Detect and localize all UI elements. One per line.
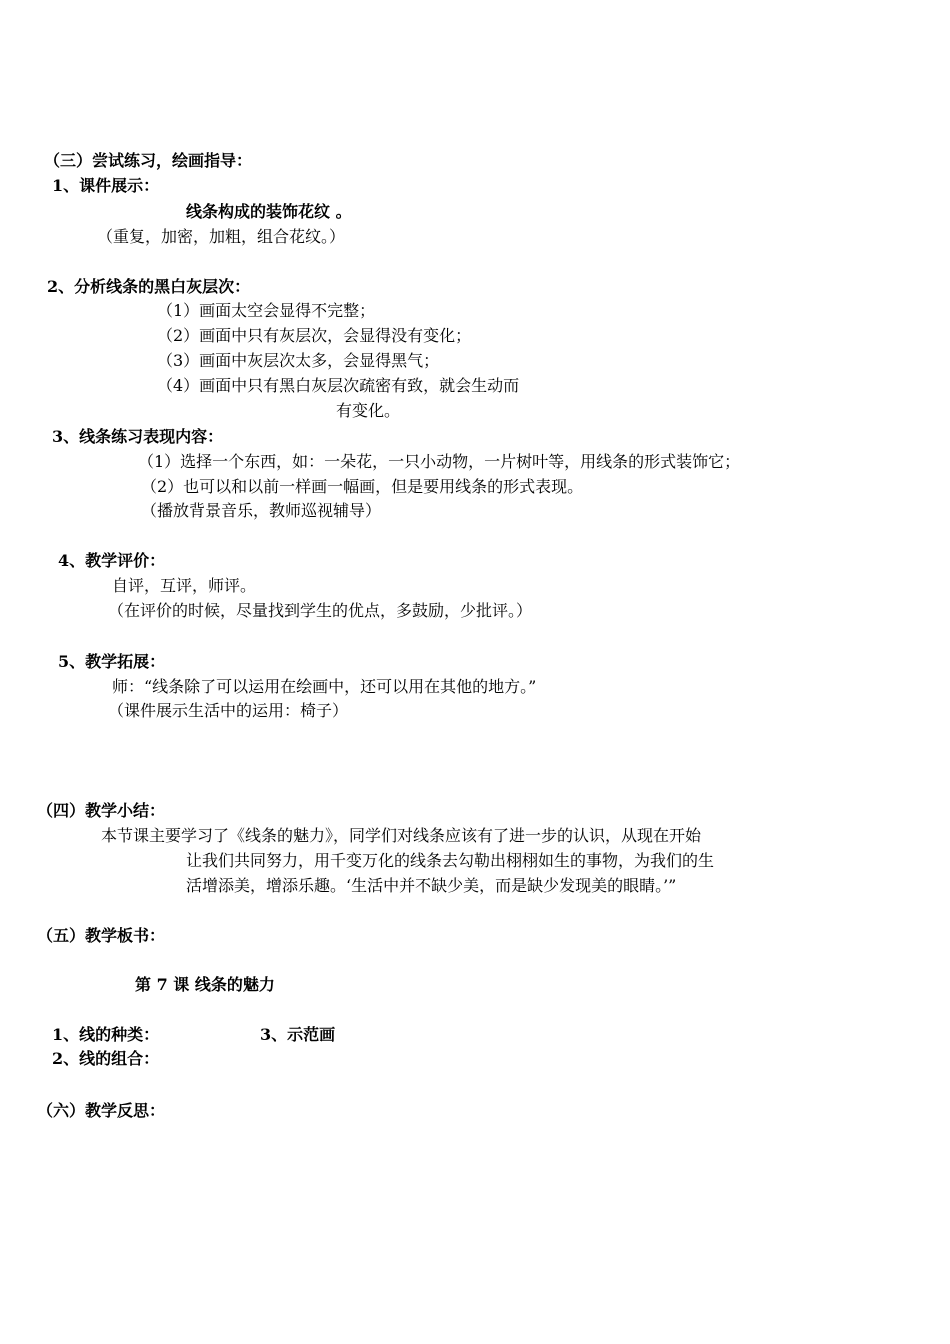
item2-point-4-cont: 有变化。 [336,401,401,420]
item4-note: （在评价的时候，尽量找到学生的优点，多鼓励，少批评。） [108,601,533,620]
item3-point-1: （1）选择一个东西，如：一朵花，一只小动物，一片树叶等，用线条的形式装饰它； [138,452,741,471]
summary-line-2: 让我们共同努力，用千变万化的线条去勾勒出栩栩如生的事物，为我们的生 [186,851,715,870]
item4-label: 4、教学评价： [58,551,166,570]
board-item-3: 3、示范画 [260,1025,336,1044]
item5-label: 5、教学拓展： [58,652,166,671]
board-item-2: 2、线的组合： [52,1049,160,1068]
item3-label: 3、线条练习表现内容： [52,427,224,446]
item2-label: 2、分析线条的黑白灰层次： [47,277,251,296]
item3-point-2: （2）也可以和以前一样画一幅画，但是要用线条的形式表现。 [141,477,584,496]
summary-line-1: 本节课主要学习了《线条的魅力》，同学们对线条应该有了进一步的认识，从现在开始 [101,826,702,845]
item1-label: 1、课件展示： [52,176,160,195]
section3-heading: （三）尝试练习，绘画指导： [44,151,253,170]
item4-text: 自评，互评，师评。 [112,576,257,595]
item2-point-3: （3）画面中灰层次太多，会显得黑气； [157,351,440,370]
summary-line-3: 活增添美，增添乐趣。‘生活中并不缺少美，而是缺少发现美的眼睛。’” [186,876,677,895]
item5-note: （课件展示生活中的运用：椅子） [108,701,349,720]
item2-point-4: （4）画面中只有黑白灰层次疏密有致，就会生动而 [157,376,520,395]
item1-title: 线条构成的装饰花纹 。 [186,202,352,221]
section5-heading: （五）教学板书： [37,926,166,945]
board-item-1: 1、线的种类： [52,1025,160,1044]
section4-heading: （四）教学小结： [37,801,166,820]
section6-heading: （六）教学反思： [37,1101,166,1120]
item1-note: （重复，加密，加粗，组合花纹。） [97,227,346,246]
item5-text: 师：“线条除了可以运用在绘画中，还可以用在其他的地方。” [112,677,537,696]
item2-point-2: （2）画面中只有灰层次，会显得没有变化； [157,326,472,345]
board-title: 第 7 课 线条的魅力 [135,975,275,994]
item3-note: （播放背景音乐，教师巡视辅导） [141,501,382,520]
item2-point-1: （1）画面太空会显得不完整； [157,301,376,320]
